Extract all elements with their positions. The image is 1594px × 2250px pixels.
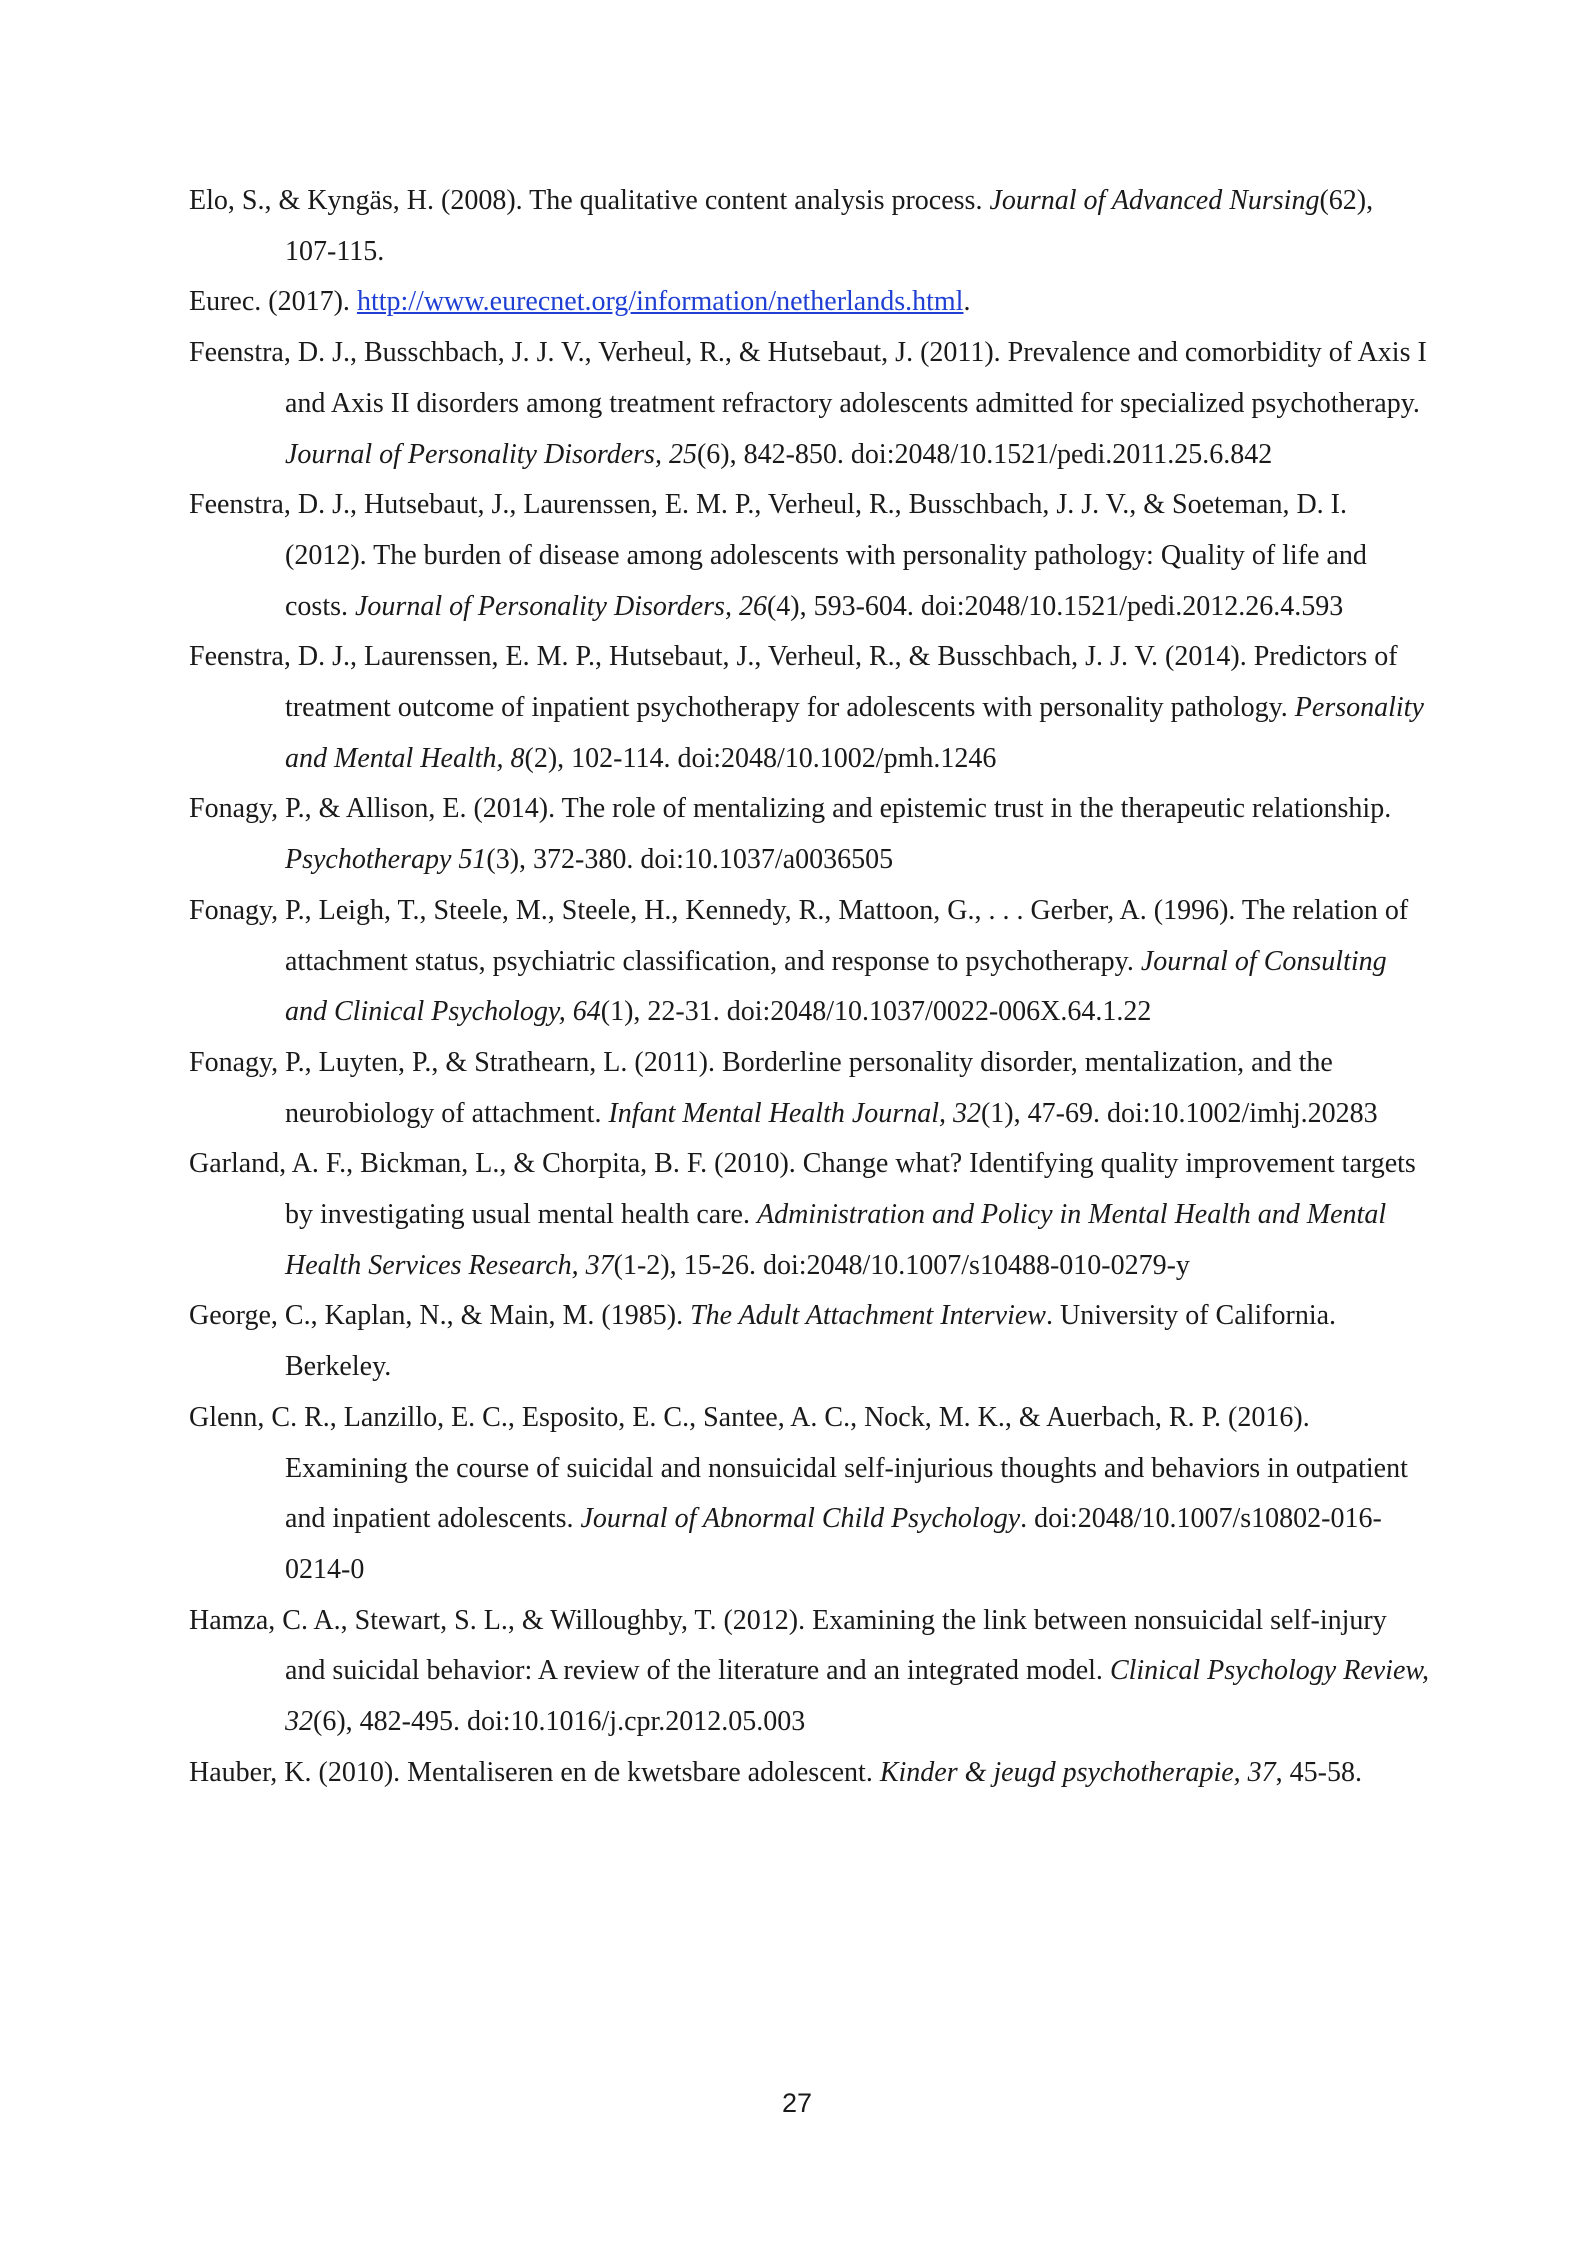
reference-hauber-2010: Hauber, K. (2010). Mentaliseren en de kwetsbare adolescent. Kinder & jeugd psychotherapie, 37, 45-58. xyxy=(189,1756,1362,1788)
reference-fonagy-allison-2014: Fonagy, P., & Allison, E. (2014). The role of mentalizing and epistemic trust in the therapeutic relationship. Psychotherapy 51(3), 372-380. doi:10.1037/a0036505 xyxy=(189,793,1392,876)
eurecnet-link[interactable]: http://www.eurecnet.org/information/netherlands.html xyxy=(356,286,964,318)
reference-fonagy-luyten-2011: Fonagy, P., Luyten, P., & Strathearn, L. (2011). Borderline personality disorder, mentalization, and the neurobiology of attachment. Infant Mental Health Journal, 32(1), 47-69. doi:10.1002/imhj.20283 xyxy=(189,1046,1378,1129)
reference-feenstra-2012: Feenstra, D. J., Hutsebaut, J., Laurenssen, E. M. P., Verheul, R., Busschbach, J. J. V., & Soeteman, D. I. (2012). The burden of disease among adolescents with personality pathology: Quality of life and costs. Journal of Personality Disorders, 26(4), 593-604. doi:2048/10.1521/pedi.2012.26.4.593 xyxy=(189,489,1367,622)
reference-elo-2008: Elo, S., & Kyngäs, H. (2008). The qualitative content analysis process. Journal of Advanced Nursing(62), 107-115. xyxy=(189,185,1374,267)
page-number: 27 xyxy=(781,2088,813,2118)
reference-george-1985: George, C., Kaplan, N., & Main, M. (1985). The Adult Attachment Interview. University of California. Berkeley. xyxy=(189,1300,1337,1383)
reference-fonagy-leigh-1996: Fonagy, P., Leigh, T., Steele, M., Steele, H., Kennedy, R., Mattoon, G., . . . Gerber, A. (1996). The relation of attachment status, psychiatric classification, and response to psychotherapy. Journal of Consulting and Clinical Psychology, 64(1), 22-31. doi:2048/10.1037/0022-006X.64.1.22 xyxy=(189,894,1409,1028)
reference-list xyxy=(189,176,1429,1799)
reference-feenstra-2014: Feenstra, D. J., Laurenssen, E. M. P., Hutsebaut, J., Verheul, R., & Busschbach, J. J. V. (2014). Predictors of treatment outcome of inpatient psychotherapy for adolescents with personality pathology. Personality and Mental Health, 8(2), 102-114. doi:2048/10.1002/pmh.1246 xyxy=(189,641,1424,774)
reference-garland-2010: Garland, A. F., Bickman, L., & Chorpita, B. F. (2010). Change what? Identifying quality improvement targets by investigating usual mental health care. Administration and Policy in Mental Health and Mental Health Services Research, 37(1-2), 15-26. doi:2048/10.1007/s10488-010-0279-y xyxy=(189,1148,1416,1281)
reference-eurec-2017: Eurec. (2017). http://www.eurecnet.org/information/netherlands.html. xyxy=(189,286,971,318)
reference-hamza-2012: Hamza, C. A., Stewart, S. L., & Willoughby, T. (2012). Examining the link between nonsuicidal self-injury and suicidal behavior: A review of the literature and an integrated model. Clinical Psychology Review, 32(6), 482-495. doi:10.1016/j.cpr.2012.05.003 xyxy=(189,1604,1429,1738)
reference-feenstra-2011: Feenstra, D. J., Busschbach, J. J. V., Verheul, R., & Hutsebaut, J. (2011). Prevalence and comorbidity of Axis I and Axis II disorders among treatment refractory adolescents admitted for specialized psychotherapy. Journal of Personality Disorders, 25(6), 842-850. doi:2048/10.1521/pedi.2011.25.6.842 xyxy=(189,337,1427,470)
reference-glenn-2016: Glenn, C. R., Lanzillo, E. C., Esposito, E. C., Santee, A. C., Nock, M. K., & Auerbach, R. P. (2016). Examining the course of suicidal and nonsuicidal self-injurious thoughts and behaviors in outpatient and inpatient adolescents. Journal of Abnormal Child Psychology. doi:2048/10.1007/s10802-016-0214-0 xyxy=(189,1401,1408,1585)
